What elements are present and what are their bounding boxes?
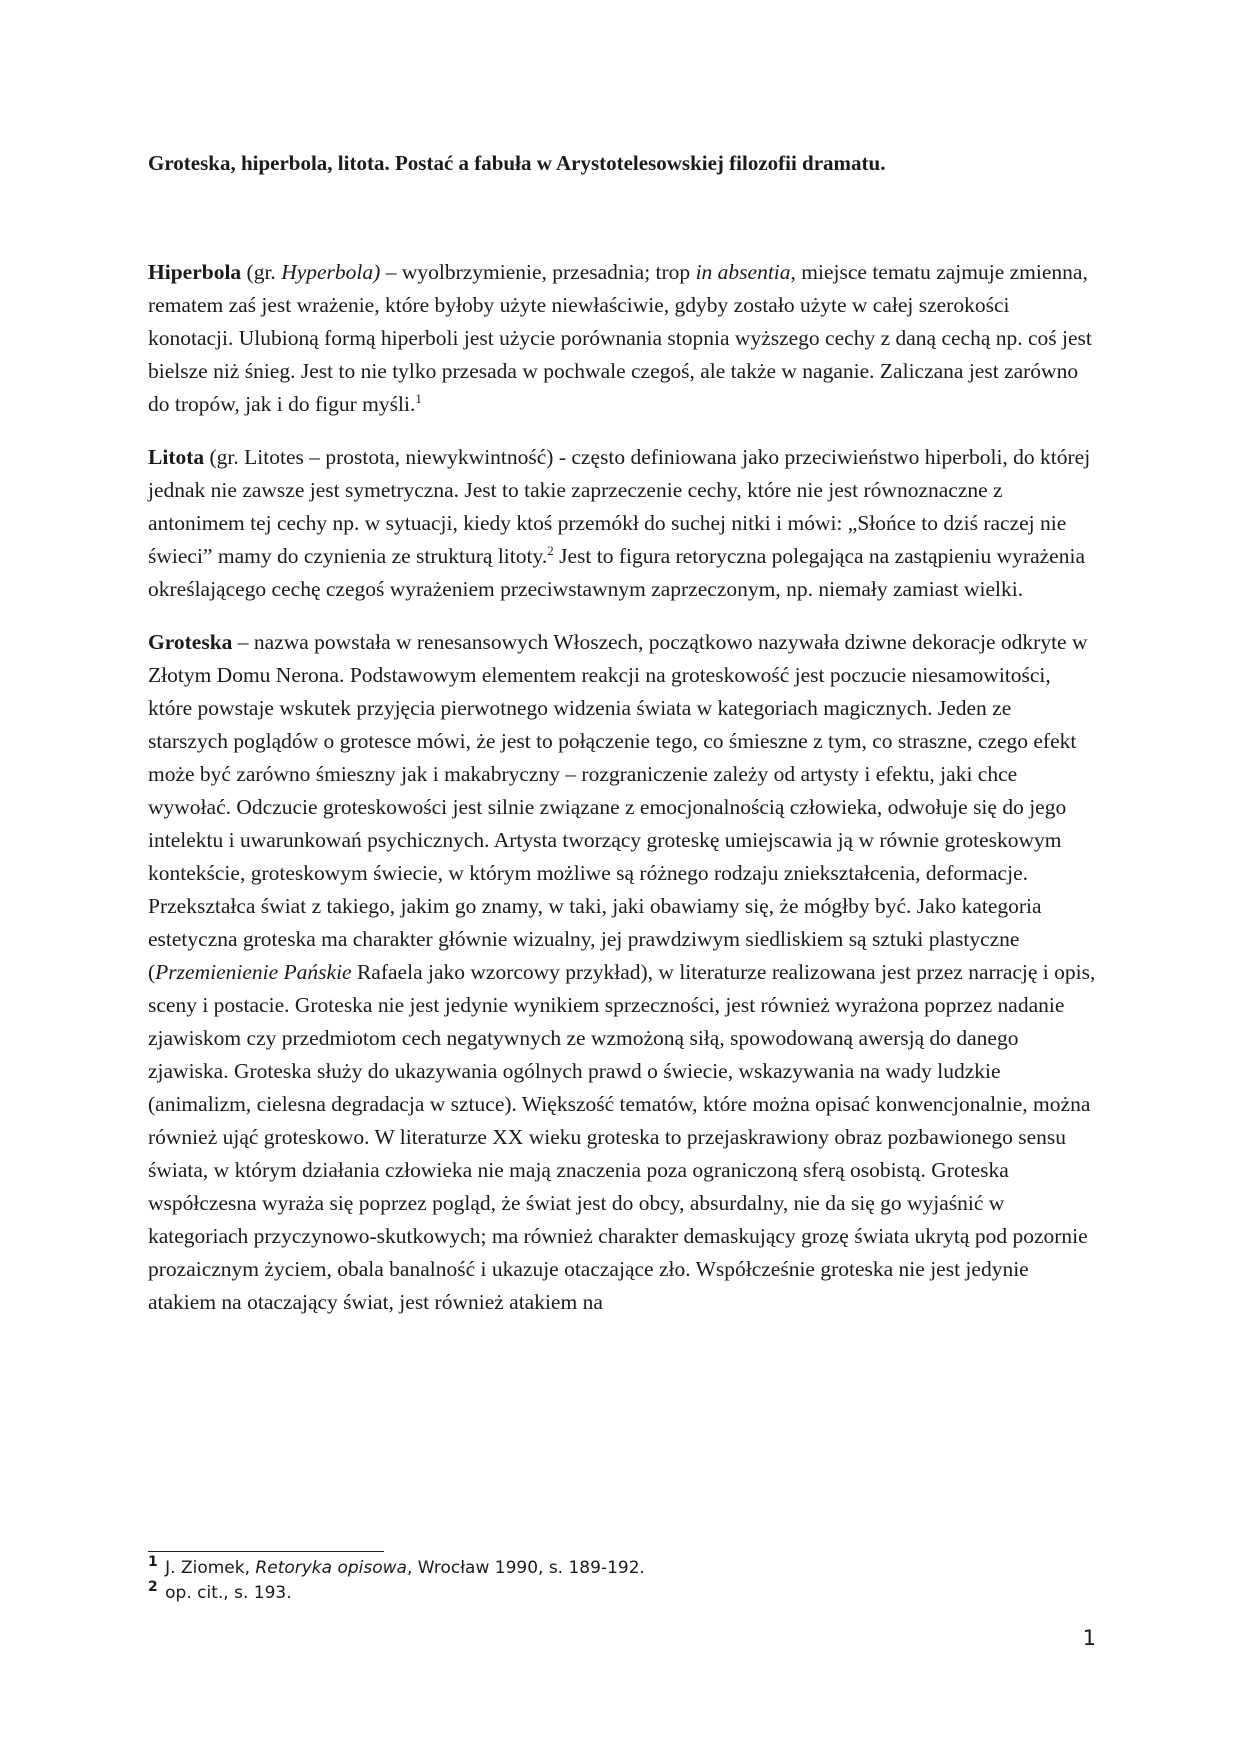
footnote-italic: Retoryka opisowa — [255, 1558, 407, 1578]
paragraph-hiperbola — [148, 256, 1096, 421]
text-segment: (gr. — [241, 260, 282, 284]
footnote-reference[interactable]: 2 — [547, 542, 554, 558]
text-segment: – nazwa powstała w renesansowych Włoszech, początkowo nazywała dziwne dekoracje odkryte w Złotym Domu Nerona. Podstawowym elementem reakcji na groteskowość jest poczucie niesamowitości, które powstaje wskutek przyjęcia pierwotnego widzenia świata w kategoriach magicznych. Jeden ze starszych poglądów o grotesce mówi, że jest to połączenie tego, co śmieszne z tym, co straszne, czego efekt może być zarówno śmieszny jak i makabryczny – rozgraniczenie zależy od artysty i efektu, jaki chce wywołać. Odczucie groteskowości jest silnie związane z emocjonalnością człowieka, odwołuje się do jego intelektu i uwarunkowań psychicznych. Artysta tworzący groteskę umiejscawia ją w równie groteskowym kontekście, groteskowym świecie, w którym możliwe są różnego rodzaju zniekształcenia, deformacje. Przekształca świat z takiego, jakim go znamy, w taki, jaki obawiamy się, że mógłby być. Jako kategoria estetyczna groteska ma charakter głównie wizualny, jej prawdziwym siedliskiem są sztuki plastyczne ( — [148, 630, 1088, 984]
footnote-2 — [148, 1581, 1048, 1606]
term-litota: Litota — [148, 445, 205, 469]
footnotes — [148, 1556, 1048, 1606]
document-title: Groteska, hiperbola, litota. Postać a fabuła w Arystotelesowskiej filozofii dramatu. — [148, 151, 886, 175]
text-segment: Rafaela jako wzorcowy przykład), w literaturze realizowana jest przez narrację i opis, sceny i postacie. Groteska nie jest jedynie wynikiem sprzeczności, jest również wyrażona poprzez nadanie zjawiskom czy przedmiotom cech negatywnych ze wzmożoną siłą, spowodowaną awersją do danego zjawiska. Groteska służy do ukazywania ogólnych prawd o świecie, wskazywania na wady ludzkie (animalizm, cielesna degradacja w sztuce). Większość tematów, które można opisać konwencjonalnie, można również ująć groteskowo. W literaturze XX wieku groteska to przejaskrawiony obraz pozbawionego sensu świata, w którym działania człowieka nie mają znaczenia poza ograniczoną sferą osobistą. Groteska współczesna wyraża się poprzez pogląd, że świat jest do obcy, absurdalny, nie da się go wyjaśnić w kategoriach przyczynowo-skutkowych; ma również charakter demaskujący grozę świata ukrytą pod pozornie prozaicznym życiem, obala banalność i ukazuje otaczające zło. Współcześnie groteska nie jest jedynie atakiem na otaczający świat, jest również atakiem na — [148, 960, 1096, 1314]
page-number: 1 — [1082, 1626, 1096, 1650]
footnote-text: op. cit., s. 193. — [159, 1583, 292, 1603]
italic-term: Hyperbola) — [281, 260, 381, 284]
footnote-separator — [148, 1551, 384, 1552]
paragraph-groteska — [148, 626, 1096, 1319]
text-segment: , miejsce tematu zajmuje zmienna, rematem zaś jest wrażenie, które byłoby użyte niewłaściwie, gdyby zostało użyte w całej szerokości konotacji. Ulubioną formą hiperboli jest użycie porównania stopnia wyższego cechy z daną cechą np. coś jest bielsze niż śnieg. Jest to nie tylko przesada w pochwale czegoś, ale także w naganie. Zaliczana jest zarówno do tropów, jak i do figur myśli. — [148, 260, 1092, 416]
footnote-reference[interactable]: 1 — [415, 390, 422, 406]
term-hiperbola: Hiperbola — [148, 260, 242, 284]
footnote-number: 1 — [148, 1554, 158, 1571]
footnote-1 — [148, 1556, 1048, 1581]
text-segment: – wyolbrzymienie, przesadnia; trop — [380, 260, 696, 284]
footnote-text: , Wrocław 1990, s. 189-192. — [406, 1558, 645, 1578]
document-body — [148, 256, 1096, 1339]
text-segment: (gr. Litotes – prostota, niewykwintność) - często definiowana jako przeciwieństwo hiperboli, do której jednak nie zawsze jest symetryczna. Jest to takie zaprzeczenie cechy, które nie jest równoznaczne z antonimem tej cechy np. w sytuacji, kiedy ktoś przemókł do suchej nitki i mówi: „Słońce to dziś raczej nie świeci” mamy do czynienia ze strukturą litoty. — [148, 445, 1091, 568]
footnote-text: J. Ziomek, — [159, 1558, 256, 1578]
text-segment: Jest to figura retoryczna polegająca na zastąpieniu wyrażenia określającego cechę czegoś wyrażeniem przeciwstawnym zaprzeczonym, np. niemały zamiast wielki. — [148, 544, 1085, 601]
italic-term: in absentia — [695, 260, 791, 284]
paragraph-litota — [148, 441, 1096, 606]
term-groteska: Groteska — [148, 630, 233, 654]
footnote-number: 2 — [148, 1579, 158, 1596]
italic-title: Przemienienie Pańskie — [155, 960, 352, 984]
